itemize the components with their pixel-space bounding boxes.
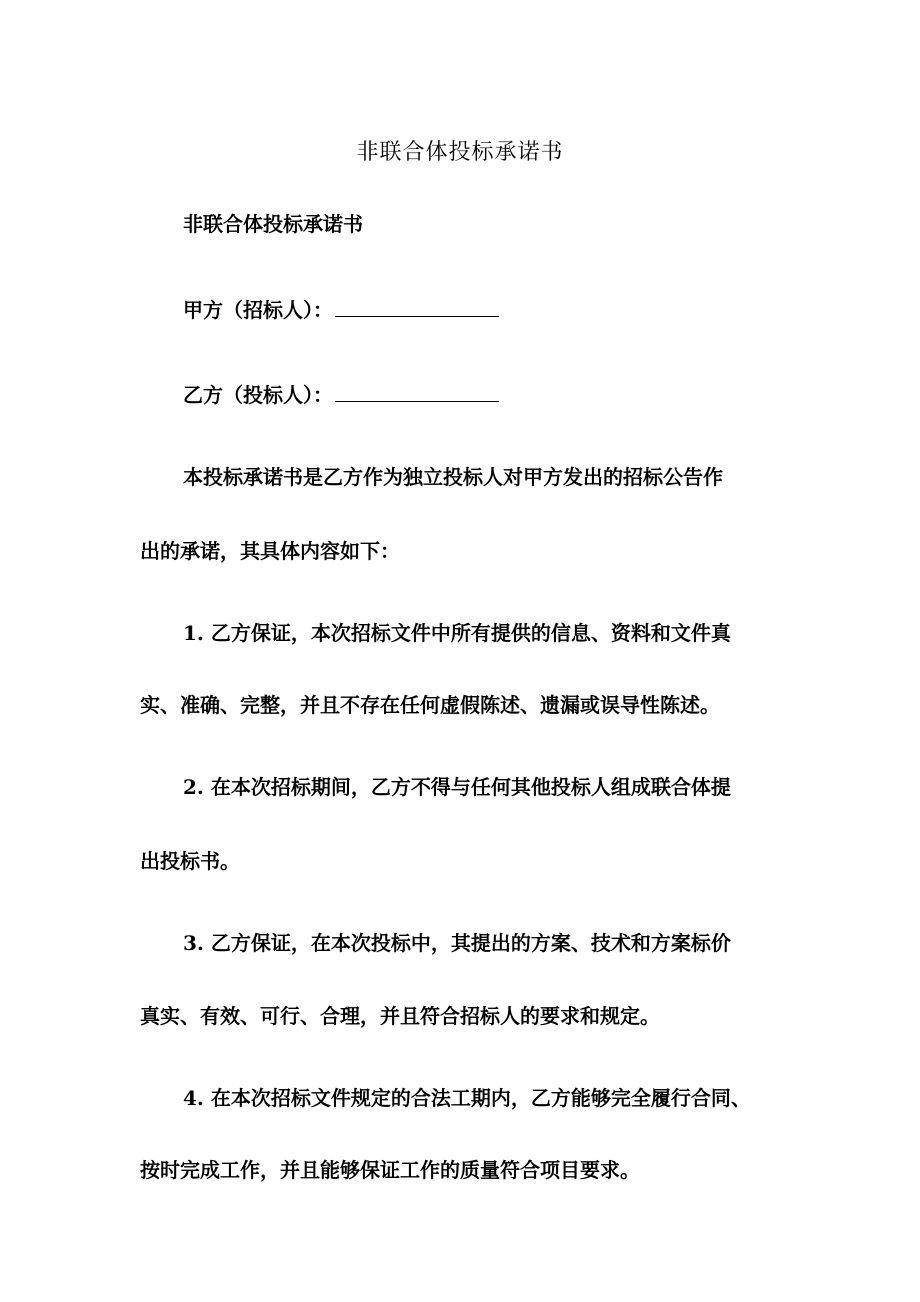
document-title: 非联合体投标承诺书 (356, 140, 564, 165)
intro-line-2: 出的承诺，其具体内容如下： (140, 539, 400, 563)
party-a-row (183, 293, 499, 327)
party-a-label: 甲方（招标人）： (183, 298, 333, 322)
item-3-line-1: 3. 乙方保证，在本次投标中，其提出的方案、技术和方案标价 (183, 931, 731, 955)
item-1-line-1: 1. 乙方保证，本次招标文件中所有提供的信息、资料和文件真 (183, 621, 731, 645)
item-2-line-1: 2. 在本次招标期间，乙方不得与任何其他投标人组成联合体提 (183, 775, 731, 799)
item-1-line-2: 实、准确、完整，并且不存在任何虚假陈述、遗漏或误导性陈述。 (140, 693, 720, 717)
item-2-line-2: 出投标书。 (140, 849, 240, 873)
item-4-line-1: 4. 在本次招标文件规定的合法工期内，乙方能够完全履行合同、 (183, 1086, 751, 1110)
party-a-blank-line (335, 298, 499, 317)
party-b-blank-line (335, 383, 499, 402)
document-subtitle: 非联合体投标承诺书 (183, 212, 363, 236)
item-4-line-2: 按时完成工作，并且能够保证工作的质量符合项目要求。 (140, 1158, 640, 1182)
item-3-line-2: 真实、有效、可行、合理，并且符合招标人的要求和规定。 (140, 1004, 660, 1028)
intro-line-1: 本投标承诺书是乙方作为独立投标人对甲方发出的招标公告作 (183, 465, 723, 489)
party-b-row (183, 378, 499, 412)
party-b-label: 乙方（投标人）： (183, 383, 333, 407)
